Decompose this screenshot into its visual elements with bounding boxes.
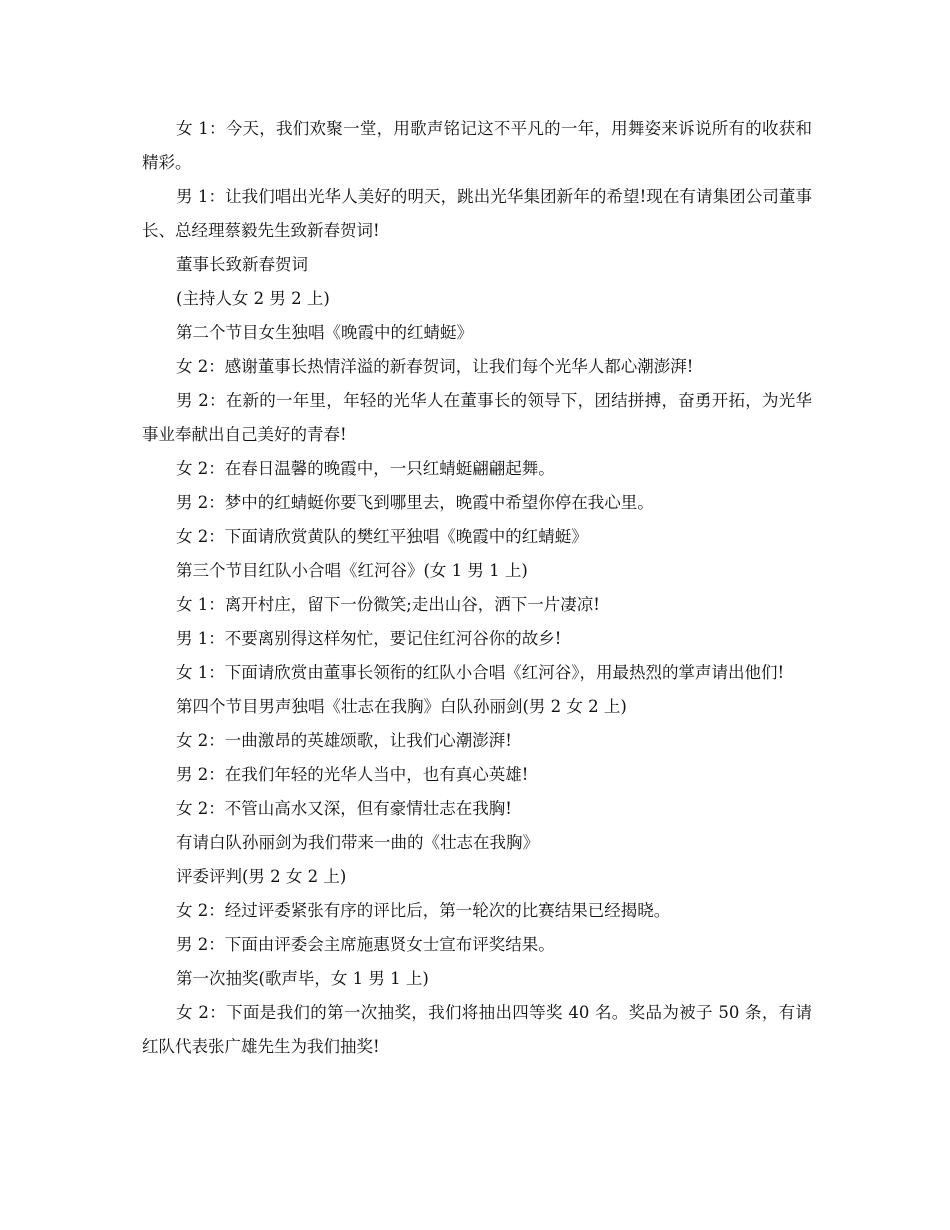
paragraph: 女 2：经过评委紧张有序的评比后，第一轮次的比赛结果已经揭晓。 — [176, 901, 671, 920]
paragraph: 有请白队孙丽剑为我们带来一曲的《壮志在我胸》 — [176, 833, 539, 852]
document-body — [142, 112, 812, 1064]
paragraph: 女 2：不管山高水又深，但有豪情壮志在我胸! — [176, 799, 512, 818]
paragraph: 女 2：感谢董事长热情洋溢的新春贺词，让我们每个光华人都心潮澎湃! — [176, 357, 694, 376]
paragraph: 第三个节目红队小合唱《红河谷》(女 1 男 1 上) — [176, 561, 528, 580]
paragraph: 女 1：离开村庄，留下一份微笑;走出山谷，洒下一片凄凉! — [176, 595, 600, 614]
paragraph: 男 2：下面由评委会主席施惠贤女士宣布评奖结果。 — [176, 935, 555, 954]
paragraph: 女 1：下面请欣赏由董事长领衔的红队小合唱《红河谷》，用最热烈的掌声请出他们! — [176, 663, 785, 682]
paragraph: 第一次抽奖(歌声毕，女 1 男 1 上) — [176, 969, 429, 988]
paragraph: (主持人女 2 男 2 上) — [176, 289, 330, 308]
paragraph: 男 2：梦中的红蜻蜓你要飞到哪里去，晚霞中希望你停在我心里。 — [176, 493, 654, 512]
paragraph: 第二个节目女生独唱《晚霞中的红蜻蜓》 — [176, 323, 473, 342]
paragraph: 男 1：不要离别得这样匆忙，要记住红河谷你的故乡! — [176, 629, 562, 648]
paragraph: 女 2：下面是我们的第一次抽奖，我们将抽出四等奖 40 名。奖品为被子 50 条，有请红队代表张广雄先生为我们抽奖! — [142, 1003, 812, 1056]
paragraph: 男 2：在新的一年里，年轻的光华人在董事长的领导下，团结拼搏，奋勇开拓，为光华事业奉献出自己美好的青春! — [142, 391, 812, 444]
paragraph: 男 2：在我们年轻的光华人当中，也有真心英雄! — [176, 765, 529, 784]
paragraph: 女 1：今天，我们欢聚一堂，用歌声铭记这不平凡的一年，用舞姿来诉说所有的收获和精彩。 — [142, 119, 812, 172]
paragraph: 女 2：在春日温馨的晚霞中，一只红蜻蜓翩翩起舞。 — [176, 459, 555, 478]
paragraph: 董事长致新春贺词 — [176, 255, 308, 274]
paragraph: 女 2：一曲激昂的英雄颂歌，让我们心潮澎湃! — [176, 731, 512, 750]
paragraph: 女 2：下面请欣赏黄队的樊红平独唱《晚霞中的红蜻蜓》 — [176, 527, 588, 546]
paragraph: 第四个节目男声独唱《壮志在我胸》白队孙丽剑(男 2 女 2 上) — [176, 697, 627, 716]
paragraph: 男 1：让我们唱出光华人美好的明天，跳出光华集团新年的希望!现在有请集团公司董事长、总经理蔡毅先生致新春贺词! — [142, 187, 812, 240]
paragraph: 评委评判(男 2 女 2 上) — [176, 867, 347, 886]
